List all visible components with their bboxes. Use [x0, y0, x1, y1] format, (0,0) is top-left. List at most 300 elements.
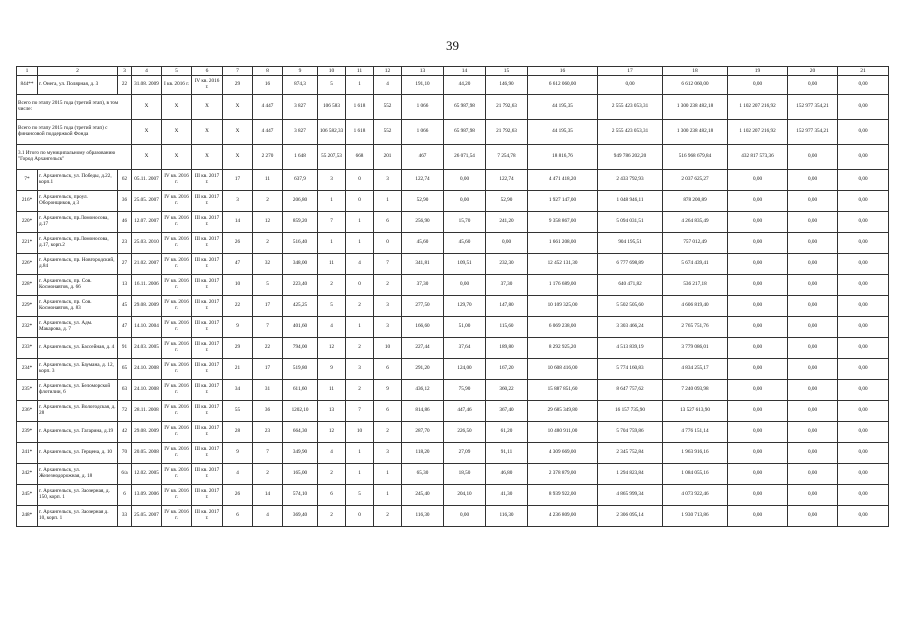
cell-c10: 11 [318, 379, 346, 400]
register-table [16, 66, 889, 527]
cell-planned-start: IV кв. 2016 г. [162, 442, 192, 463]
cell-c19: 0,00 [728, 358, 788, 379]
cell-c11: 552 [374, 95, 402, 120]
cell-residents-planned: 12 [253, 211, 283, 232]
cell-doc-number: 27 [118, 253, 132, 274]
table-row [17, 274, 889, 295]
cell-c12: 9 [374, 379, 402, 400]
cell-c21: 0,00 [838, 358, 889, 379]
cell-date: 29.08. 2009 [132, 295, 162, 316]
cell-doc-number: 72 [118, 400, 132, 421]
cell-c10: 4 [318, 316, 346, 337]
cell-c15: 122,74 [486, 169, 528, 190]
cell-address: г. Архангельск, проул. Оборонщиков, д 3 [38, 190, 118, 211]
cell-c9: 369,40 [283, 505, 318, 526]
column-number: 18 [663, 67, 728, 76]
cell-residents-planned: 2 [253, 190, 283, 211]
cell-c13: 52,90 [402, 190, 444, 211]
cell-x-mark: X [192, 144, 223, 169]
cell-c12: 2 [374, 505, 402, 526]
cell-c11: 10 [346, 421, 374, 442]
cell-number: 235* [17, 379, 38, 400]
cell-residents-planned: 22 [253, 337, 283, 358]
cell-number: 7* [17, 169, 38, 190]
cell-c21: 0,00 [838, 463, 889, 484]
cell-c16: 2 378 879,00 [528, 463, 598, 484]
cell-c19: 152 977 354,21 [788, 95, 838, 120]
cell-c9: 664,30 [283, 421, 318, 442]
summary-row [17, 95, 889, 120]
cell-planned-end: III кв. 2017 г. [192, 505, 223, 526]
cell-c10: 2 [318, 463, 346, 484]
cell-c17: 5 704 759,86 [598, 421, 663, 442]
column-number: 14 [444, 67, 486, 76]
cell-residents-planned: 14 [253, 484, 283, 505]
cell-planned-start: IV кв. 2016 г. [162, 484, 192, 505]
cell-c15: 241,20 [486, 211, 528, 232]
cell-c15: 167,20 [486, 358, 528, 379]
cell-c15: 41,30 [486, 484, 528, 505]
cell-c16: 1 661 208,00 [528, 232, 598, 253]
cell-planned-start: IV кв. 2016 г. [162, 169, 192, 190]
cell-c11: 2 [346, 295, 374, 316]
cell-residents: 9 [223, 442, 253, 463]
cell-c9: 794,00 [283, 337, 318, 358]
column-number: 5 [162, 67, 192, 76]
table-row [17, 505, 889, 526]
cell-c19: 0,00 [728, 337, 788, 358]
cell-c21: 0,00 [838, 253, 889, 274]
table-row [17, 442, 889, 463]
cell-c18: 1 102 207 216,92 [728, 95, 788, 120]
cell-date: 25.05. 2007 [132, 505, 162, 526]
cell-x-mark: X [162, 119, 192, 144]
cell-c13: 26 071,54 [444, 144, 486, 169]
cell-number: 232* [17, 316, 38, 337]
cell-residents-planned: 4 [253, 505, 283, 526]
cell-c12: 3 [374, 169, 402, 190]
cell-c13: 191,10 [402, 76, 444, 95]
cell-c17: 8 647 757,62 [598, 379, 663, 400]
cell-x-mark: X [132, 144, 162, 169]
cell-residents: 14 [223, 211, 253, 232]
cell-c12: 7 [374, 253, 402, 274]
cell-date: 28.11. 2008 [132, 400, 162, 421]
summary-label: Всего по этапу 2015 года (третий этап), в том числе: [17, 95, 132, 120]
cell-number: 844** [17, 76, 38, 95]
cell-c20: 0,00 [788, 76, 838, 95]
cell-doc-number: 6 [118, 484, 132, 505]
cell-address: г. Архангельск, пр. Сов. Космонавтов, д. 83 [38, 295, 118, 316]
cell-x-mark: X [192, 95, 223, 120]
cell-c14: 204,10 [444, 484, 486, 505]
cell-c17: 3 303 466,24 [598, 316, 663, 337]
cell-c14: 75,90 [444, 379, 486, 400]
cell-c17: 2 306 095,14 [598, 505, 663, 526]
cell-residents-planned: 2 [253, 232, 283, 253]
cell-residents-planned: 5 [253, 274, 283, 295]
cell-c17: 1 294 823,84 [598, 463, 663, 484]
cell-c11: 552 [374, 119, 402, 144]
cell-c10: 13 [318, 400, 346, 421]
cell-c20: 0,00 [788, 169, 838, 190]
cell-c19: 0,00 [728, 274, 788, 295]
cell-c12: 1 [374, 484, 402, 505]
cell-residents-planned: 17 [253, 295, 283, 316]
cell-c18: 878 200,89 [663, 190, 728, 211]
cell-residents: 22 [223, 295, 253, 316]
cell-address: г. Архангельск, пр. Новгородский, д.84 [38, 253, 118, 274]
cell-c10: 1 618 [346, 95, 374, 120]
cell-planned-start: IV кв. 2016 г. [162, 253, 192, 274]
cell-c18: 2 037 625,27 [663, 169, 728, 190]
cell-c10: 668 [346, 144, 374, 169]
table-row [17, 484, 889, 505]
cell-c15: 367,40 [486, 400, 528, 421]
cell-c12: 467 [402, 144, 444, 169]
cell-c16: 8 292 925,20 [528, 337, 598, 358]
cell-doc-number: 62 [118, 169, 132, 190]
cell-planned-start: IV кв. 2016 г. [162, 295, 192, 316]
cell-date: 14.10. 2004 [132, 316, 162, 337]
column-number: 11 [346, 67, 374, 76]
cell-c10: 12 [318, 421, 346, 442]
cell-planned-end: III кв. 2017 г. [192, 379, 223, 400]
cell-c9: 223,40 [283, 274, 318, 295]
cell-residents: 28 [223, 421, 253, 442]
cell-planned-end: III кв. 2017 г. [192, 484, 223, 505]
cell-c10: 5 [318, 295, 346, 316]
cell-c21: 0,00 [838, 295, 889, 316]
summary-label: Всего по этапу 2015 года (третий этап) с финансовой поддержкой Фонда [17, 119, 132, 144]
cell-residents: 29 [223, 337, 253, 358]
cell-c19: 0,00 [728, 316, 788, 337]
cell-planned-start: IV кв. 2016 г. [162, 274, 192, 295]
column-number: 12 [374, 67, 402, 76]
cell-c12: 3 [374, 316, 402, 337]
cell-doc-number: 46 [118, 211, 132, 232]
cell-x-mark: X [223, 119, 253, 144]
cell-c17: 0,00 [598, 76, 663, 95]
table-row [17, 211, 889, 232]
summary-row [17, 144, 889, 169]
cell-planned-start: IV кв. 2016 г. [162, 358, 192, 379]
cell-c20: 0,00 [788, 295, 838, 316]
table-row [17, 379, 889, 400]
cell-c14: 129,70 [444, 295, 486, 316]
cell-doc-number: 42 [118, 421, 132, 442]
cell-residents: 3 [223, 190, 253, 211]
cell-date: 05.11. 2007 [132, 169, 162, 190]
cell-residents-planned: 17 [253, 358, 283, 379]
cell-c14: 21 792,63 [486, 95, 528, 120]
cell-c16: 1 927 147,00 [528, 190, 598, 211]
column-number: 8 [253, 67, 283, 76]
cell-c13: 341,81 [402, 253, 444, 274]
cell-x-mark: X [162, 144, 192, 169]
cell-c18: 432 817 573,36 [728, 144, 788, 169]
cell-residents-planned: 36 [253, 400, 283, 421]
cell-doc-number: 33 [118, 505, 132, 526]
cell-c12: 2 [374, 421, 402, 442]
cell-number: 241* [17, 442, 38, 463]
cell-c10: 5 [318, 76, 346, 95]
cell-c18: 536 217,18 [663, 274, 728, 295]
cell-c20: 0,00 [788, 379, 838, 400]
cell-c13: 287,70 [402, 421, 444, 442]
cell-c13: 256,90 [402, 211, 444, 232]
cell-date: 12.07. 2007 [132, 211, 162, 232]
cell-c21: 0,00 [838, 316, 889, 337]
cell-c17: 5 502 505,60 [598, 295, 663, 316]
cell-c21: 0,00 [838, 169, 889, 190]
cell-address: г. Архангельск, пр.Ломоносова, д.17 [38, 211, 118, 232]
cell-c11: 1 [346, 463, 374, 484]
cell-c19: 0,00 [728, 76, 788, 95]
cell-number: 234* [17, 358, 38, 379]
cell-c16: 9 358 867,00 [528, 211, 598, 232]
cell-planned-end: III кв. 2017 г. [192, 337, 223, 358]
cell-number: 228* [17, 274, 38, 295]
cell-c19: 0,00 [728, 442, 788, 463]
cell-c17: 4 513 839,19 [598, 337, 663, 358]
cell-c20: 0,00 [788, 484, 838, 505]
cell-residents: 9 [223, 316, 253, 337]
cell-c14: 21 792,63 [486, 119, 528, 144]
cell-c21: 0,00 [838, 400, 889, 421]
cell-c12: 2 [374, 274, 402, 295]
cell-planned-end: III кв. 2017 г. [192, 400, 223, 421]
cell-c15: 18 816,76 [528, 144, 598, 169]
cell-c17: 6 777 698,89 [598, 253, 663, 274]
cell-number: 245* [17, 484, 38, 505]
cell-c19: 0,00 [728, 484, 788, 505]
table-row [17, 232, 889, 253]
cell-c15: 44 195,35 [528, 95, 598, 120]
cell-c18: 3 779 086,01 [663, 337, 728, 358]
cell-residents: 26 [223, 232, 253, 253]
cell-date: 31.08. 2009 [132, 76, 162, 95]
cell-c11: 3 [346, 358, 374, 379]
cell-residents: 55 [223, 400, 253, 421]
cell-c21: 0,00 [838, 484, 889, 505]
cell-c14: 0,00 [444, 169, 486, 190]
cell-c14: 37,64 [444, 337, 486, 358]
cell-planned-end: III кв. 2017 г. [192, 442, 223, 463]
cell-address: г. Архангельск, ул. Бассейная, д. 4 [38, 337, 118, 358]
cell-c12: 6 [374, 358, 402, 379]
cell-c21: 0,00 [838, 76, 889, 95]
cell-doc-number: 47 [118, 316, 132, 337]
cell-c20: 0,00 [838, 119, 889, 144]
cell-c20: 0,00 [788, 358, 838, 379]
cell-c14: 51,00 [444, 316, 486, 337]
cell-residents: 26 [223, 484, 253, 505]
cell-c20: 0,00 [788, 316, 838, 337]
cell-date: 20.05. 2008 [132, 442, 162, 463]
cell-c16: 4 236 809,00 [528, 505, 598, 526]
column-number-row [17, 67, 889, 76]
cell-address: г. Архангельск, ул. Победы, д.22, корп.1 [38, 169, 118, 190]
cell-c10: 11 [318, 253, 346, 274]
cell-planned-start: IV кв. 2016 г. [162, 190, 192, 211]
cell-c18: 1 963 916,16 [663, 442, 728, 463]
cell-planned-start: IV кв. 2016 г. [162, 463, 192, 484]
cell-c16: 4 471 418,20 [528, 169, 598, 190]
cell-c12: 1 066 [402, 119, 444, 144]
cell-c9: 106 582,33 [318, 119, 346, 144]
cell-doc-number: 63 [118, 379, 132, 400]
cell-x-mark: X [132, 119, 162, 144]
cell-number: 239* [17, 421, 38, 442]
cell-c10: 7 [318, 211, 346, 232]
cell-date: 12.02. 2005 [132, 463, 162, 484]
cell-c10: 3 [318, 169, 346, 190]
cell-residents-planned: 7 [253, 442, 283, 463]
cell-c14: 15,70 [444, 211, 486, 232]
cell-c11: 0 [346, 169, 374, 190]
cell-c10: 1 [318, 190, 346, 211]
cell-c11: 1 [346, 211, 374, 232]
cell-number: 248* [17, 505, 38, 526]
column-number: 21 [838, 67, 889, 76]
cell-c20: 0,00 [788, 211, 838, 232]
cell-c12: 6 [374, 211, 402, 232]
cell-residents: 6 [223, 505, 253, 526]
column-number: 20 [788, 67, 838, 76]
cell-address: г. Архангельск, ул. Беломорской флотилии, 6 [38, 379, 118, 400]
table-row [17, 421, 889, 442]
cell-c9: 574,10 [283, 484, 318, 505]
column-number: 6 [192, 67, 223, 76]
cell-planned-start: IV кв. 2016 г. [162, 337, 192, 358]
cell-residents-planned: 11 [253, 169, 283, 190]
table-row [17, 316, 889, 337]
cell-c10: 12 [318, 337, 346, 358]
cell-address: г. Архангельск, ул. Баумана, д. 12, корп. 3 [38, 358, 118, 379]
cell-c10: 4 [318, 442, 346, 463]
cell-c11: 7 [346, 400, 374, 421]
cell-c19: 0,00 [728, 169, 788, 190]
cell-c16: 15 887 851,60 [528, 379, 598, 400]
column-number: 13 [402, 67, 444, 76]
cell-c17: 4 865 999,34 [598, 484, 663, 505]
cell-c20: 0,00 [788, 337, 838, 358]
cell-number: 233* [17, 337, 38, 358]
cell-c17: 516 968 679,84 [663, 144, 728, 169]
column-number: 4 [132, 67, 162, 76]
cell-planned-end: III кв. 2017 г. [192, 211, 223, 232]
cell-x-mark: X [192, 119, 223, 144]
cell-c21: 0,00 [838, 442, 889, 463]
cell-c19: 0,00 [728, 379, 788, 400]
column-number: 9 [283, 67, 318, 76]
cell-address: г. Архангельск, пр.Ломоносова, д.17, корп.2 [38, 232, 118, 253]
page-number: 39 [446, 38, 459, 53]
cell-c20: 0,00 [838, 144, 889, 169]
cell-date: 24.10. 2008 [132, 379, 162, 400]
cell-c11: 2 [346, 337, 374, 358]
cell-c18: 2 765 751,76 [663, 316, 728, 337]
cell-residents-planned: 3 827 [283, 119, 318, 144]
cell-c18: 4 834 255,17 [663, 358, 728, 379]
cell-date: 13.09. 2006 [132, 484, 162, 505]
cell-c11: 201 [374, 144, 402, 169]
cell-c16: 8 939 922,00 [528, 484, 598, 505]
cell-c14: 18,50 [444, 463, 486, 484]
cell-address: г. Онега, ул. Полярная, д. 3 [38, 76, 118, 95]
cell-c16: 4 309 669,00 [528, 442, 598, 463]
table-row [17, 76, 889, 95]
cell-planned-end: III кв. 2017 г. [192, 421, 223, 442]
cell-number: 229* [17, 295, 38, 316]
cell-c15: 46,80 [486, 463, 528, 484]
column-number: 15 [486, 67, 528, 76]
cell-c14: 226,50 [444, 421, 486, 442]
cell-c11: 0 [346, 190, 374, 211]
cell-c19: 0,00 [728, 400, 788, 421]
cell-c13: 291,20 [402, 358, 444, 379]
cell-date: 24.03. 2005 [132, 337, 162, 358]
cell-residents: 2 270 [253, 144, 283, 169]
cell-c14: 0,00 [444, 190, 486, 211]
cell-c20: 0,00 [788, 463, 838, 484]
cell-c16: 6 069 238,00 [528, 316, 598, 337]
cell-c9: 206,80 [283, 190, 318, 211]
cell-c15: 116,30 [486, 505, 528, 526]
cell-c9: 516,40 [283, 232, 318, 253]
cell-date: 24.10. 2008 [132, 358, 162, 379]
cell-c19: 152 977 354,21 [788, 119, 838, 144]
cell-c11: 1 [346, 316, 374, 337]
cell-c10: 2 [318, 505, 346, 526]
cell-c17: 1 048 946,11 [598, 190, 663, 211]
cell-number: 236* [17, 400, 38, 421]
cell-c15: 146,90 [486, 76, 528, 95]
cell-c18: 6 612 060,00 [663, 76, 728, 95]
cell-date: 25.03. 2010 [132, 232, 162, 253]
cell-residents-planned: 2 [253, 463, 283, 484]
cell-c16: 10 480 911,00 [528, 421, 598, 442]
cell-c16: 949 786 202,20 [598, 144, 663, 169]
cell-c20: 0,00 [838, 95, 889, 120]
cell-c18: 7 240 093,98 [663, 379, 728, 400]
cell-residents: 4 447 [253, 95, 283, 120]
cell-c13: 245,40 [402, 484, 444, 505]
cell-residents-planned: 7 [253, 316, 283, 337]
cell-residents-planned: 1 648 [283, 144, 318, 169]
cell-c20: 0,00 [788, 421, 838, 442]
table-row [17, 358, 889, 379]
column-number: 10 [318, 67, 346, 76]
cell-planned-start: IV кв. 2016 г. [162, 379, 192, 400]
cell-number: 226* [17, 253, 38, 274]
cell-residents-planned: 31 [253, 379, 283, 400]
cell-c19: 0,00 [728, 421, 788, 442]
cell-c18: 1 084 055,16 [663, 463, 728, 484]
cell-c14: 0,00 [444, 505, 486, 526]
cell-c9: 165,00 [283, 463, 318, 484]
cell-c15: 37,30 [486, 274, 528, 295]
cell-c21: 0,00 [838, 232, 889, 253]
cell-residents-planned: 23 [253, 421, 283, 442]
cell-c14: 7 254,78 [486, 144, 528, 169]
cell-c15: 360,22 [486, 379, 528, 400]
column-number: 1 [17, 67, 38, 76]
cell-planned-end: III кв. 2017 г. [192, 358, 223, 379]
cell-number: 220* [17, 211, 38, 232]
cell-c17: 16 157 735,90 [598, 400, 663, 421]
